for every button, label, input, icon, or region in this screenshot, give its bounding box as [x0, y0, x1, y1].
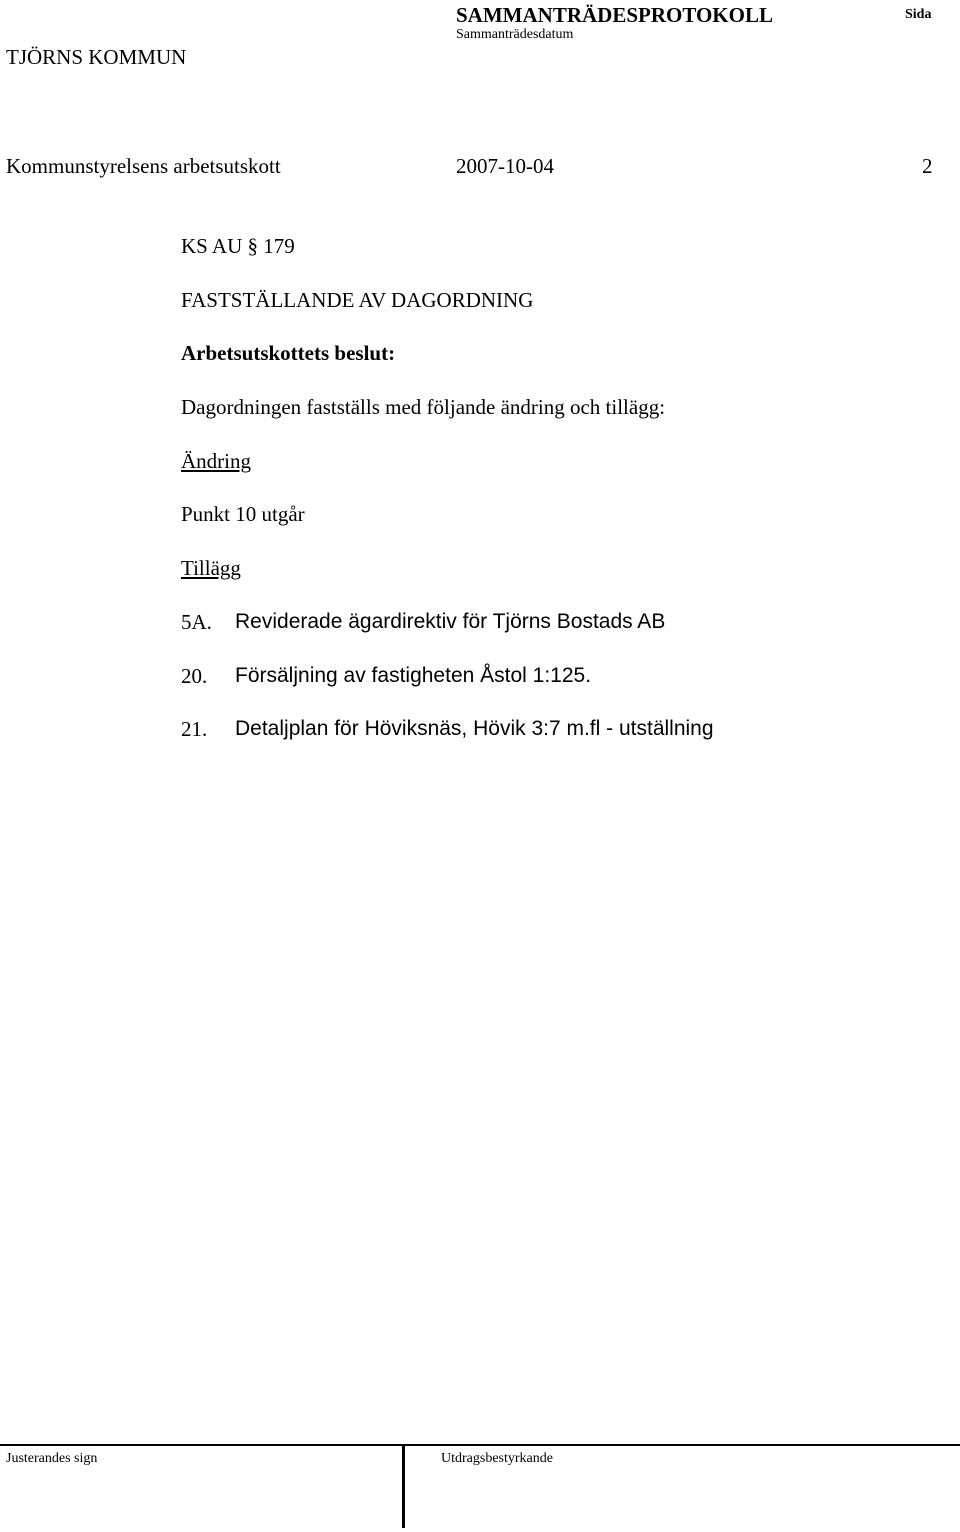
committee-name: Kommunstyrelsens arbetsutskott	[6, 154, 281, 178]
list-item-number: 20.	[181, 663, 208, 688]
page-label: Sida	[905, 7, 932, 22]
change-text: Punkt 10 utgår	[181, 502, 305, 527]
list-item-text: Försäljning av fastigheten Åstol 1:125.	[235, 663, 592, 687]
footer-column-divider	[402, 1444, 405, 1528]
protocol-section	[181, 234, 714, 741]
list-item	[181, 664, 714, 688]
section-heading: FASTSTÄLLANDE AV DAGORDNING	[181, 287, 534, 312]
paragraph-reference: KS AU § 179	[181, 234, 295, 258]
list-item-text: Detaljplan för Höviksnäs, Hövik 3:7 m.fl - utställning	[235, 717, 714, 741]
change-label: Ändring	[181, 448, 251, 473]
list-item	[181, 610, 714, 634]
list-item-text: Reviderade ägardirektiv för Tjörns Bostads AB	[235, 609, 666, 633]
decision-text: Dagordningen fastställs med följande ändring och tillägg:	[181, 395, 666, 420]
protocol-title: SAMMANTRÄDESPROTOKOLL	[456, 3, 773, 27]
list-item-number: 21.	[181, 717, 208, 742]
list-item	[181, 717, 714, 741]
list-item-number: 5A.	[181, 609, 212, 634]
page-number: 2	[922, 154, 933, 178]
certification-label: Utdragsbestyrkande	[441, 1451, 553, 1466]
organization-name: TJÖRNS KOMMUN	[6, 45, 187, 69]
meeting-date-label: Sammanträdesdatum	[456, 27, 574, 42]
addition-label: Tillägg	[181, 556, 241, 581]
footer-divider	[0, 1444, 960, 1446]
meeting-date: 2007-10-04	[456, 154, 554, 178]
signature-label: Justerandes sign	[6, 1451, 98, 1466]
decision-label: Arbetsutskottets beslut:	[181, 341, 396, 366]
